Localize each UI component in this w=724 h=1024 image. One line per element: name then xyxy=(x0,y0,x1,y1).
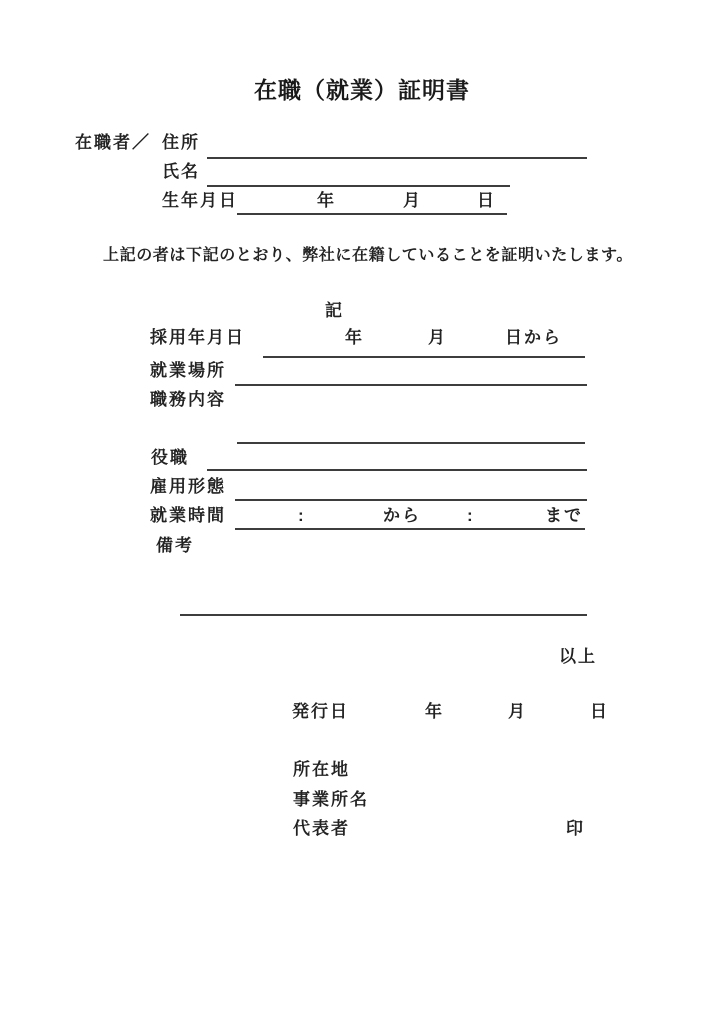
working-hours-label: 就業時間 xyxy=(150,506,226,525)
hire-month-unit: 月 xyxy=(428,328,447,347)
issue-month-unit: 月 xyxy=(508,702,527,721)
certification-statement: 上記の者は下記のとおり、弊社に在籍していることを証明いたします。 xyxy=(103,247,633,264)
workplace-input-line[interactable] xyxy=(235,384,587,386)
hire-day-from-unit: 日から xyxy=(505,328,562,347)
issue-date-label: 発行日 xyxy=(292,702,349,721)
employment-type-input-line[interactable] xyxy=(235,499,587,501)
page-title: 在職（就業）証明書 xyxy=(254,77,470,103)
birth-year-unit: 年 xyxy=(317,191,336,210)
name-input-line[interactable] xyxy=(207,185,510,187)
remarks-input-line[interactable] xyxy=(180,614,587,616)
hours-from-label: から xyxy=(383,506,421,525)
workplace-label: 就業場所 xyxy=(150,361,226,380)
issue-year-unit: 年 xyxy=(425,702,444,721)
address-input-line[interactable] xyxy=(207,157,587,159)
details-heading: 記 xyxy=(325,301,344,320)
employment-type-label: 雇用形態 xyxy=(150,477,226,496)
office-name-label: 事業所名 xyxy=(293,790,369,809)
address-label: 住所 xyxy=(162,133,200,152)
birth-month-unit: 月 xyxy=(403,191,422,210)
name-label: 氏名 xyxy=(162,162,200,181)
hours-colon-2: : xyxy=(467,506,475,525)
birth-day-unit: 日 xyxy=(477,191,496,210)
remarks-label: 備考 xyxy=(156,536,194,555)
job-description-label: 職務内容 xyxy=(150,390,226,409)
birthdate-label: 生年月日 xyxy=(162,191,238,210)
representative-label: 代表者 xyxy=(293,819,350,838)
hours-to-label: まで xyxy=(545,506,583,525)
hire-year-unit: 年 xyxy=(345,328,364,347)
closing-label: 以上 xyxy=(559,647,597,666)
issue-day-unit: 日 xyxy=(590,702,609,721)
working-hours-input-line[interactable] xyxy=(235,528,585,530)
position-label: 役職 xyxy=(151,448,189,467)
employee-prefix-label: 在職者／ xyxy=(75,133,151,152)
job-description-input-line[interactable] xyxy=(237,442,585,444)
hire-date-input-line[interactable] xyxy=(263,356,585,358)
hire-date-label: 採用年月日 xyxy=(150,328,245,347)
seal-label: 印 xyxy=(566,819,585,838)
hours-colon-1: : xyxy=(298,506,306,525)
birthdate-input-line[interactable] xyxy=(237,213,507,215)
position-input-line[interactable] xyxy=(207,469,587,471)
company-address-label: 所在地 xyxy=(293,760,350,779)
